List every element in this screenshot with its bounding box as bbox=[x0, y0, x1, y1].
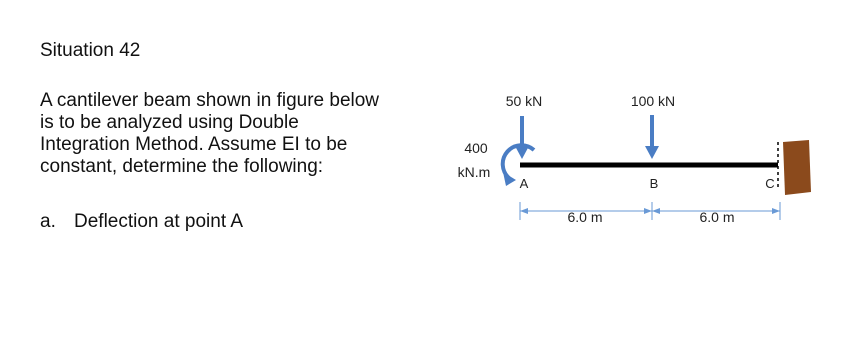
force-a-label: 50 kN bbox=[505, 93, 543, 109]
point-a-label: A bbox=[519, 176, 529, 191]
question-item bbox=[40, 211, 243, 233]
problem-line: constant, determine the following: bbox=[40, 156, 324, 177]
fixed-support-wall bbox=[778, 140, 811, 195]
cantilever-beam-diagram bbox=[430, 80, 830, 250]
force-b-label: 100 kN bbox=[630, 93, 676, 109]
dimension-bc-label: 6.0 m bbox=[699, 209, 735, 225]
problem-line: A cantilever beam shown in figure below bbox=[40, 90, 380, 111]
question-text: Deflection at point A bbox=[74, 211, 243, 232]
dimension-ab-label: 6.0 m bbox=[567, 209, 603, 225]
point-b-label: B bbox=[649, 176, 659, 191]
force-a-arrow bbox=[515, 116, 529, 159]
problem-line: is to be analyzed using Double bbox=[40, 112, 299, 133]
question-letter: a. bbox=[40, 211, 56, 232]
dimension-line bbox=[520, 202, 780, 220]
situation-title: Situation 42 bbox=[40, 40, 141, 61]
problem-statement bbox=[40, 90, 420, 178]
problem-line: Integration Method. Assume EI to be bbox=[40, 134, 348, 155]
moment-label-unit: kN.m bbox=[457, 164, 491, 180]
force-b-arrow bbox=[645, 115, 659, 159]
moment-label-value: 400 bbox=[464, 140, 488, 156]
point-c-label: C bbox=[765, 176, 775, 191]
